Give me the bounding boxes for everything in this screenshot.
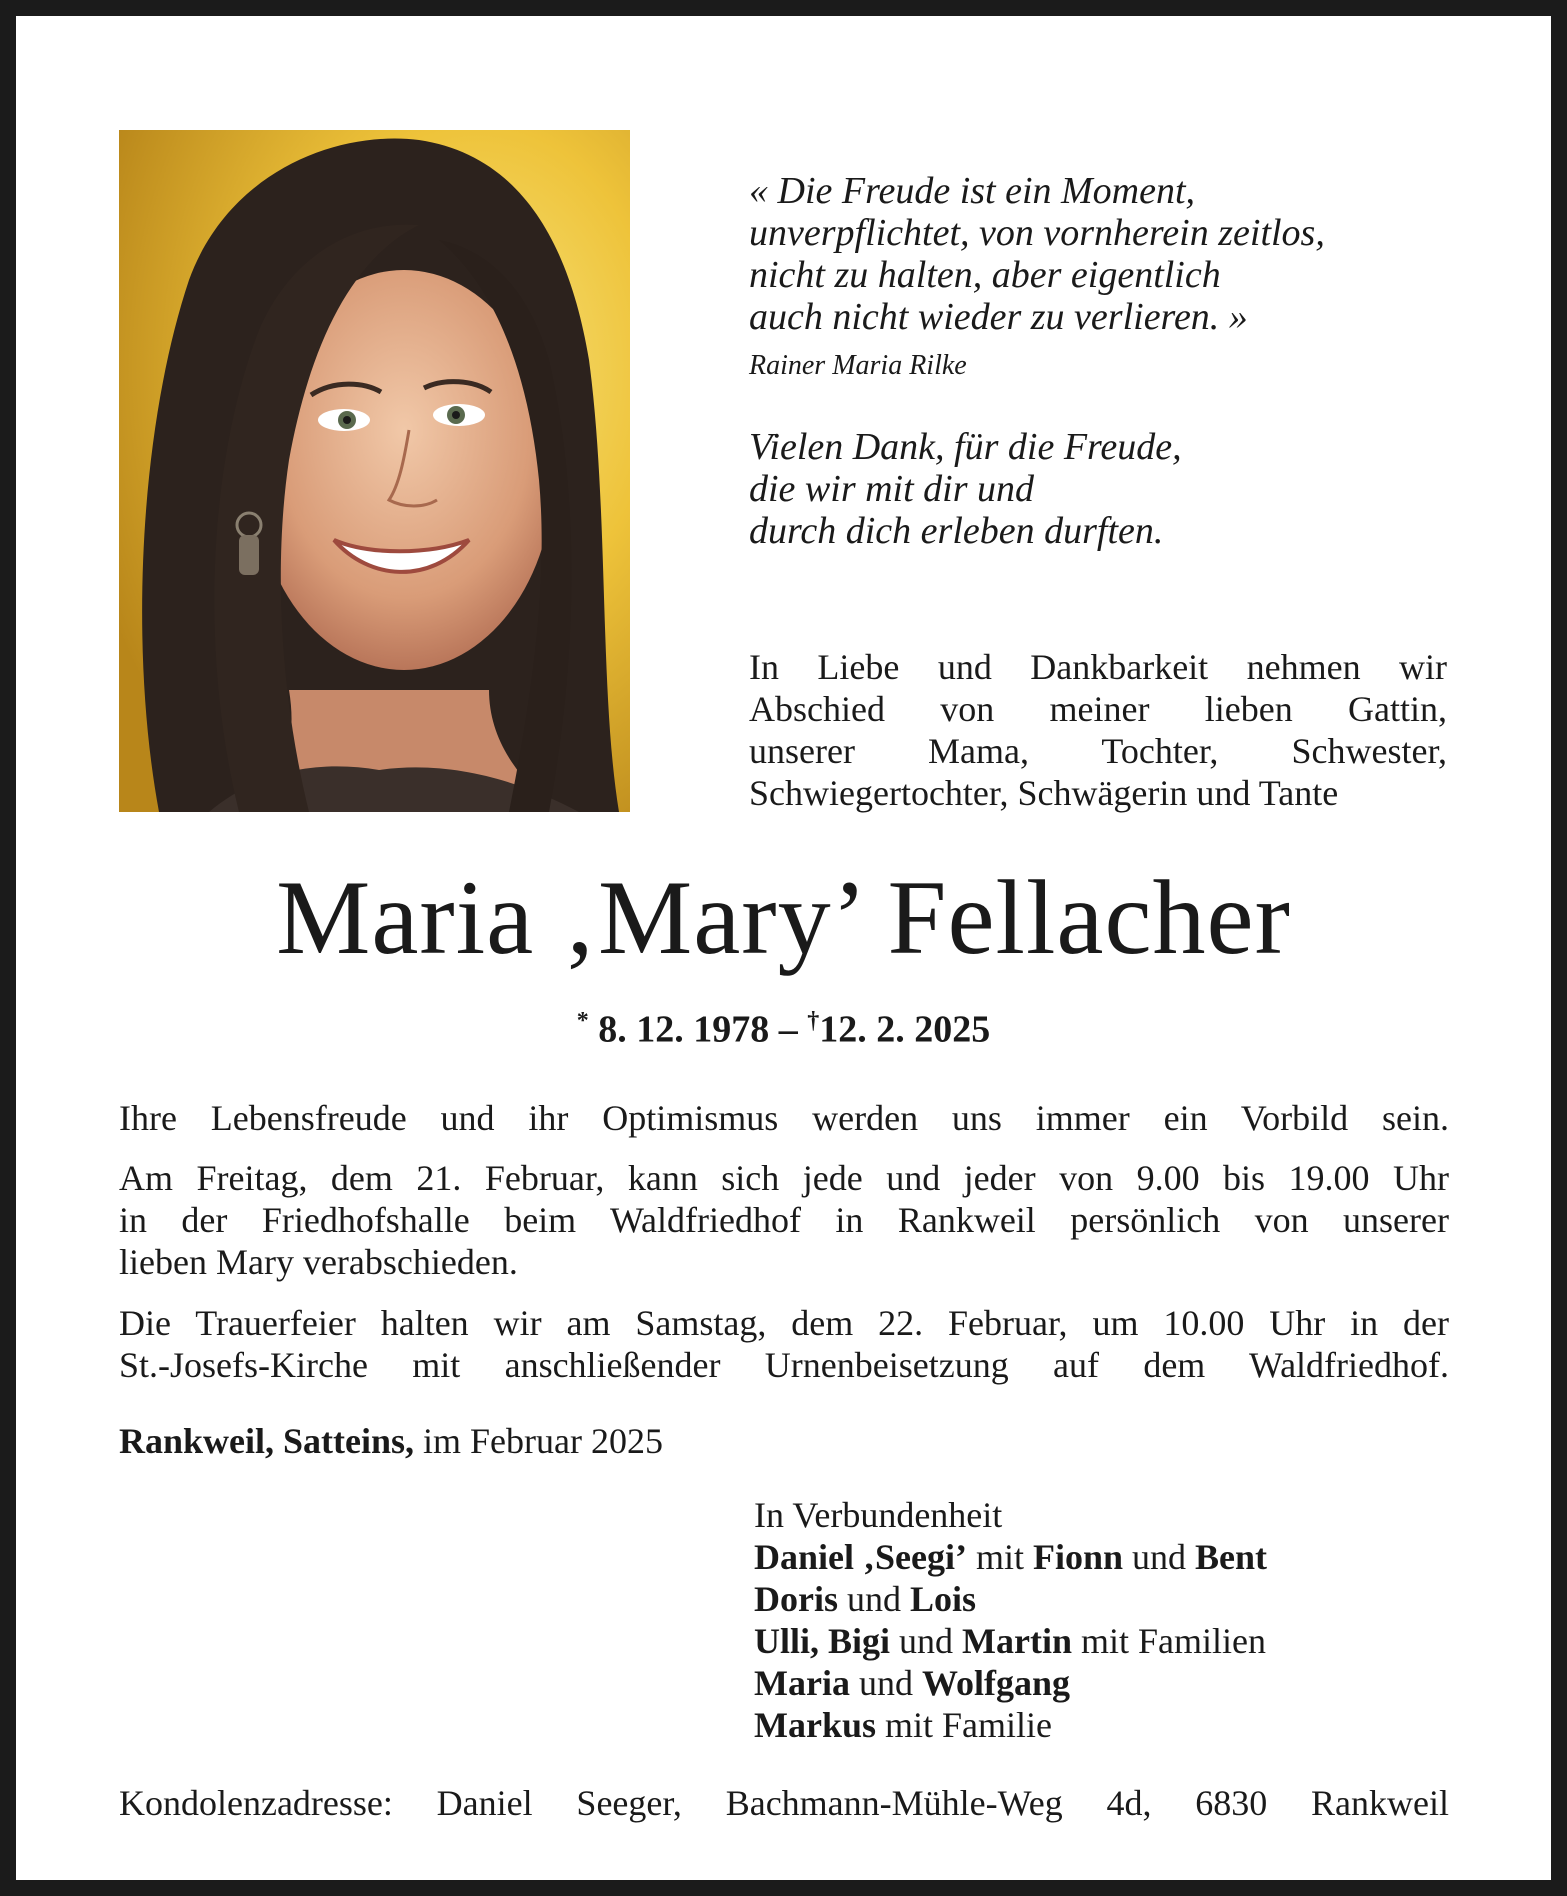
family-name: Ulli, Bigi bbox=[754, 1621, 891, 1661]
family-name: Bent bbox=[1195, 1537, 1268, 1577]
family-name: Martin bbox=[962, 1621, 1072, 1661]
paragraph-line: Die Trauerfeier halten wir am Samstag, dem 22. Februar, um 10.00 Uhr in der bbox=[119, 1303, 1449, 1343]
paragraph-line: Ihre Lebensfreude und ihr Optimismus werden uns immer ein Vorbild sein. bbox=[119, 1098, 1449, 1138]
paragraph-line: in der Friedhofshalle beim Waldfriedhof in Rankweil persönlich von unserer bbox=[119, 1200, 1449, 1240]
portrait-photo bbox=[119, 130, 630, 812]
thanks-text bbox=[749, 426, 1182, 552]
thanks-line: Vielen Dank, für die Freude, bbox=[749, 426, 1182, 468]
place-names: Rankweil, Satteins, bbox=[119, 1421, 415, 1461]
family-signatures bbox=[754, 1494, 1267, 1746]
family-connector: mit Familie bbox=[876, 1705, 1053, 1745]
condolence-address: Kondolenzadresse: Daniel Seeger, Bachmann-Mühle-Weg 4d, 6830 Rankweil bbox=[119, 1783, 1449, 1823]
farewell-intro bbox=[749, 646, 1447, 814]
death-symbol: † bbox=[807, 1008, 820, 1034]
quote-line: auch nicht wieder zu verlieren. » bbox=[749, 296, 1248, 338]
quote-author: Rainer Maria Rilke bbox=[749, 350, 967, 381]
life-dates bbox=[0, 998, 1567, 1053]
quote-line: nicht zu halten, aber eigentlich bbox=[749, 254, 1221, 296]
paragraph-viewing bbox=[119, 1157, 1449, 1283]
thanks-line: die wir mit dir und bbox=[749, 468, 1035, 510]
intro-line: Schwiegertochter, Schwägerin und Tante bbox=[749, 773, 1339, 813]
birth-symbol: * bbox=[576, 1008, 589, 1034]
deceased-name: Maria ‚Mary’ Fellacher bbox=[276, 859, 1291, 976]
family-line bbox=[754, 1704, 1267, 1746]
family-connector: und bbox=[849, 1663, 922, 1703]
paragraph-line: Am Freitag, dem 21. Februar, kann sich jede und jeder von 9.00 bis 19.00 Uhr bbox=[119, 1158, 1449, 1198]
paragraph-optimism bbox=[119, 1097, 1449, 1139]
place-date: im Februar 2025 bbox=[414, 1421, 663, 1461]
paragraph-line: lieben Mary verabschieden. bbox=[119, 1242, 518, 1282]
family-connector: und bbox=[890, 1621, 963, 1661]
family-connector: mit bbox=[966, 1537, 1033, 1577]
family-name: Daniel ‚Seegi’ bbox=[754, 1537, 967, 1577]
thanks-line: durch dich erleben durften. bbox=[749, 510, 1164, 552]
family-name: Doris bbox=[754, 1579, 838, 1619]
intro-line: In Liebe und Dankbarkeit nehmen wir bbox=[749, 647, 1447, 687]
family-name: Lois bbox=[910, 1579, 977, 1619]
date-separator: – bbox=[778, 1008, 798, 1051]
family-name: Wolfgang bbox=[921, 1663, 1070, 1703]
rilke-quote bbox=[749, 170, 1469, 338]
family-line bbox=[754, 1578, 1267, 1620]
family-line bbox=[754, 1536, 1267, 1578]
paragraph-line: St.-Josefs-Kirche mit anschließender Urnenbeisetzung auf dem Waldfriedhof. bbox=[119, 1345, 1449, 1385]
birth-date: 8. 12. 1978 bbox=[598, 1008, 770, 1051]
family-line bbox=[754, 1620, 1267, 1662]
place-and-date bbox=[119, 1420, 663, 1462]
death-date: 12. 2. 2025 bbox=[819, 1008, 991, 1051]
family-intro: In Verbundenheit bbox=[754, 1495, 1003, 1535]
quote-line: « Die Freude ist ein Moment, bbox=[749, 170, 1196, 212]
quote-line: unverpflichtet, von vornherein zeitlos, bbox=[749, 212, 1325, 254]
family-line bbox=[754, 1662, 1267, 1704]
family-name: Maria bbox=[754, 1663, 850, 1703]
intro-line: unserer Mama, Tochter, Schwester, bbox=[749, 731, 1447, 771]
family-connector: mit Familien bbox=[1072, 1621, 1266, 1661]
intro-line: Abschied von meiner lieben Gattin, bbox=[749, 689, 1447, 729]
paragraph-ceremony bbox=[119, 1302, 1449, 1386]
family-name: Markus bbox=[754, 1705, 877, 1745]
family-name: Fionn bbox=[1032, 1537, 1124, 1577]
family-connector: und bbox=[1123, 1537, 1196, 1577]
family-connector: und bbox=[838, 1579, 910, 1619]
